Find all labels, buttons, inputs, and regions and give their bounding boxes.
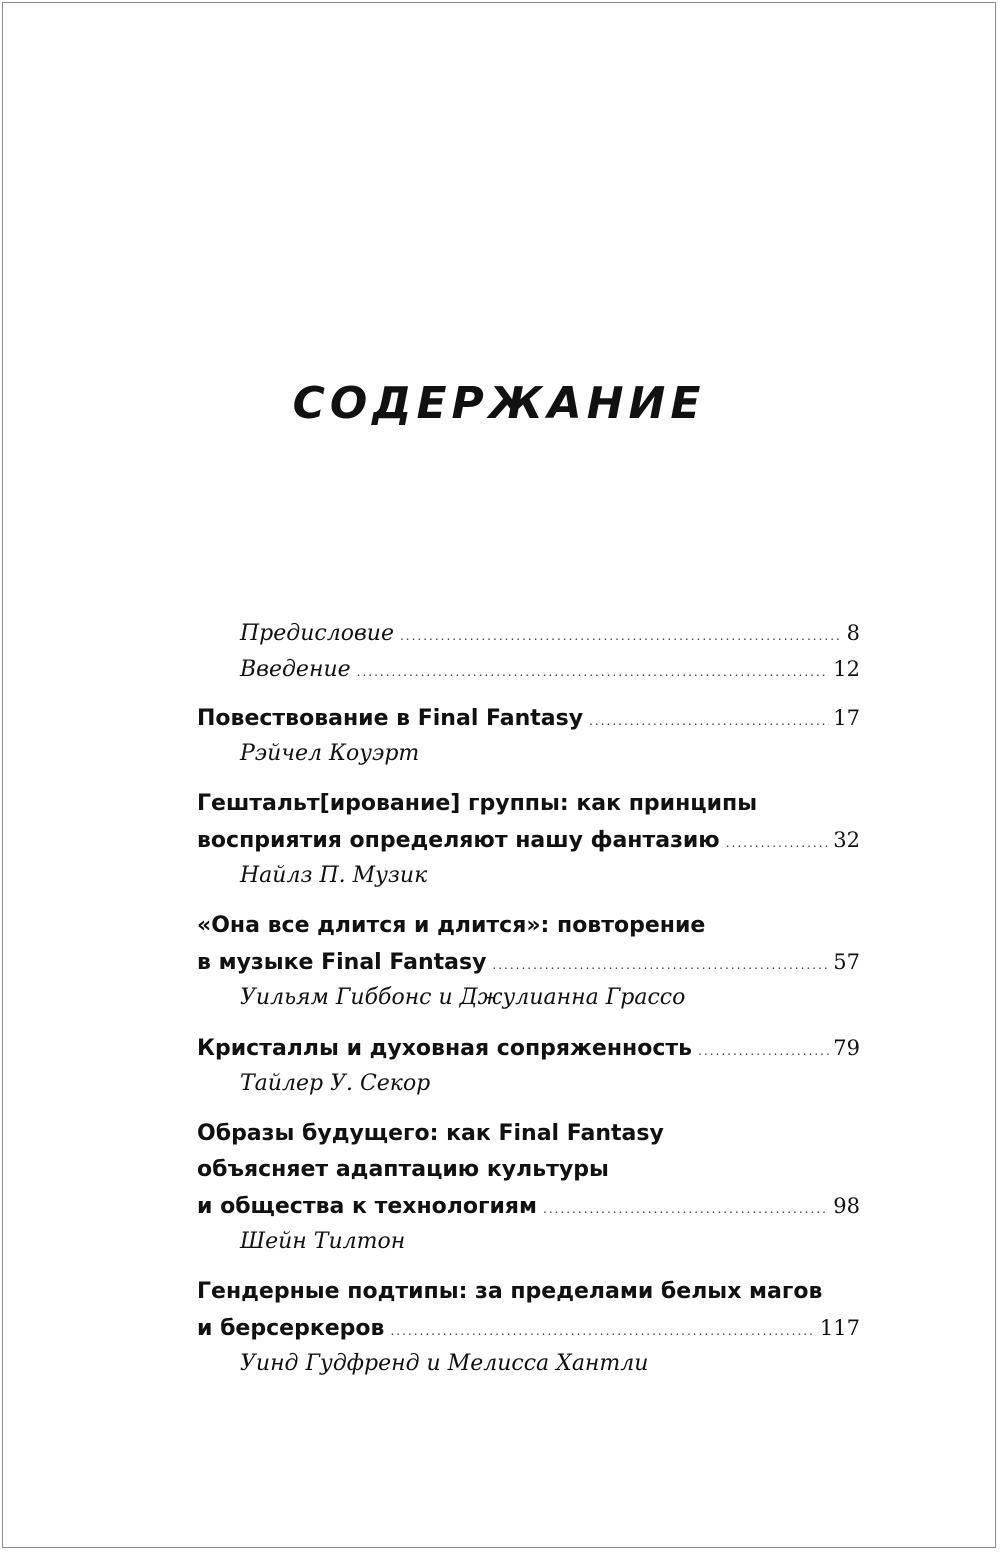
toc-chapter[interactable] [197, 1116, 860, 1260]
toc-chapter-title-line [197, 1274, 860, 1310]
toc-chapter-author-line [197, 1066, 860, 1102]
book-page [2, 2, 996, 1548]
chapter-title: Гештальт[ирование] группы: как принципы [197, 791, 758, 816]
chapter-author: Уильям Гиббонс и Джулианна Грассо [240, 985, 686, 1010]
toc-chapter-title-line [197, 1116, 860, 1152]
chapter-title: и берсеркеров [197, 1316, 385, 1341]
chapter-title: и общества к технологиям [197, 1194, 538, 1219]
toc-page-number: 98 [833, 1194, 860, 1218]
chapter-title: Гендерные подтипы: за пределами белых магов [197, 1279, 823, 1304]
toc-chapter-author-line [197, 1224, 860, 1260]
dot-leader [726, 825, 830, 861]
toc-entry-label: Введение [240, 657, 351, 682]
dot-leader [698, 1033, 829, 1069]
toc-page-number: 12 [833, 657, 860, 681]
dot-leader [492, 947, 829, 983]
dot-leader [390, 1313, 815, 1349]
toc-page-number: 79 [833, 1036, 860, 1060]
toc-chapter-author-line [197, 736, 860, 772]
toc-chapter[interactable] [197, 1274, 860, 1382]
toc-chapter-title-line [197, 786, 860, 822]
toc-chapter[interactable] [197, 786, 860, 894]
toc-chapter-title-line [197, 822, 860, 858]
chapter-title: Кристаллы и духовная сопряженность [197, 1036, 693, 1061]
toc-page-number: 32 [833, 828, 860, 852]
toc-chapter-title-line [197, 1152, 860, 1188]
table-of-contents [197, 615, 860, 1382]
dot-leader [589, 703, 829, 739]
toc-chapter[interactable] [197, 700, 860, 772]
chapter-title: восприятия определяют нашу фантазию [197, 828, 720, 853]
toc-page-number: 17 [833, 706, 860, 730]
toc-chapter-title-line [197, 1188, 860, 1224]
toc-page-number: 57 [833, 950, 860, 974]
toc-page-number: 8 [846, 621, 860, 645]
toc-chapter-title-line [197, 1310, 860, 1346]
chapter-author: Уинд Гудфренд и Мелисса Хантли [240, 1351, 649, 1376]
chapter-author: Найлз П. Музик [240, 863, 428, 888]
toc-chapter-title-line [197, 908, 860, 944]
toc-entry-preface[interactable] [197, 615, 860, 651]
dot-leader [400, 618, 843, 654]
chapter-title: «Она все длится и длится»: повторение [197, 913, 706, 938]
toc-chapter-author-line [197, 1346, 860, 1382]
chapter-title: объясняет адаптацию культуры [197, 1157, 609, 1182]
toc-chapter-title-line [197, 700, 860, 736]
toc-chapter-author-line [197, 858, 860, 894]
dot-leader [357, 654, 830, 690]
chapter-author: Тайлер У. Секор [240, 1071, 431, 1096]
chapter-title: Образы будущего: как Final Fantasy [197, 1121, 664, 1146]
toc-page-number: 117 [819, 1316, 860, 1340]
toc-chapter-title-line [197, 1030, 860, 1066]
toc-entry-introduction[interactable] [197, 651, 860, 687]
chapter-author: Рэйчел Коуэрт [240, 741, 420, 766]
dot-leader [543, 1191, 829, 1227]
chapter-title: Повествование в Final Fantasy [197, 706, 584, 731]
page-title: СОДЕРЖАНИЕ [292, 378, 706, 429]
toc-chapter[interactable] [197, 1030, 860, 1102]
toc-chapter-title-line [197, 944, 860, 980]
toc-chapter[interactable] [197, 908, 860, 1016]
toc-chapter-author-line [197, 980, 860, 1016]
toc-entry-label: Предисловие [240, 621, 394, 646]
chapter-author: Шейн Тилтон [240, 1229, 406, 1254]
chapter-title: в музыке Final Fantasy [197, 950, 487, 975]
